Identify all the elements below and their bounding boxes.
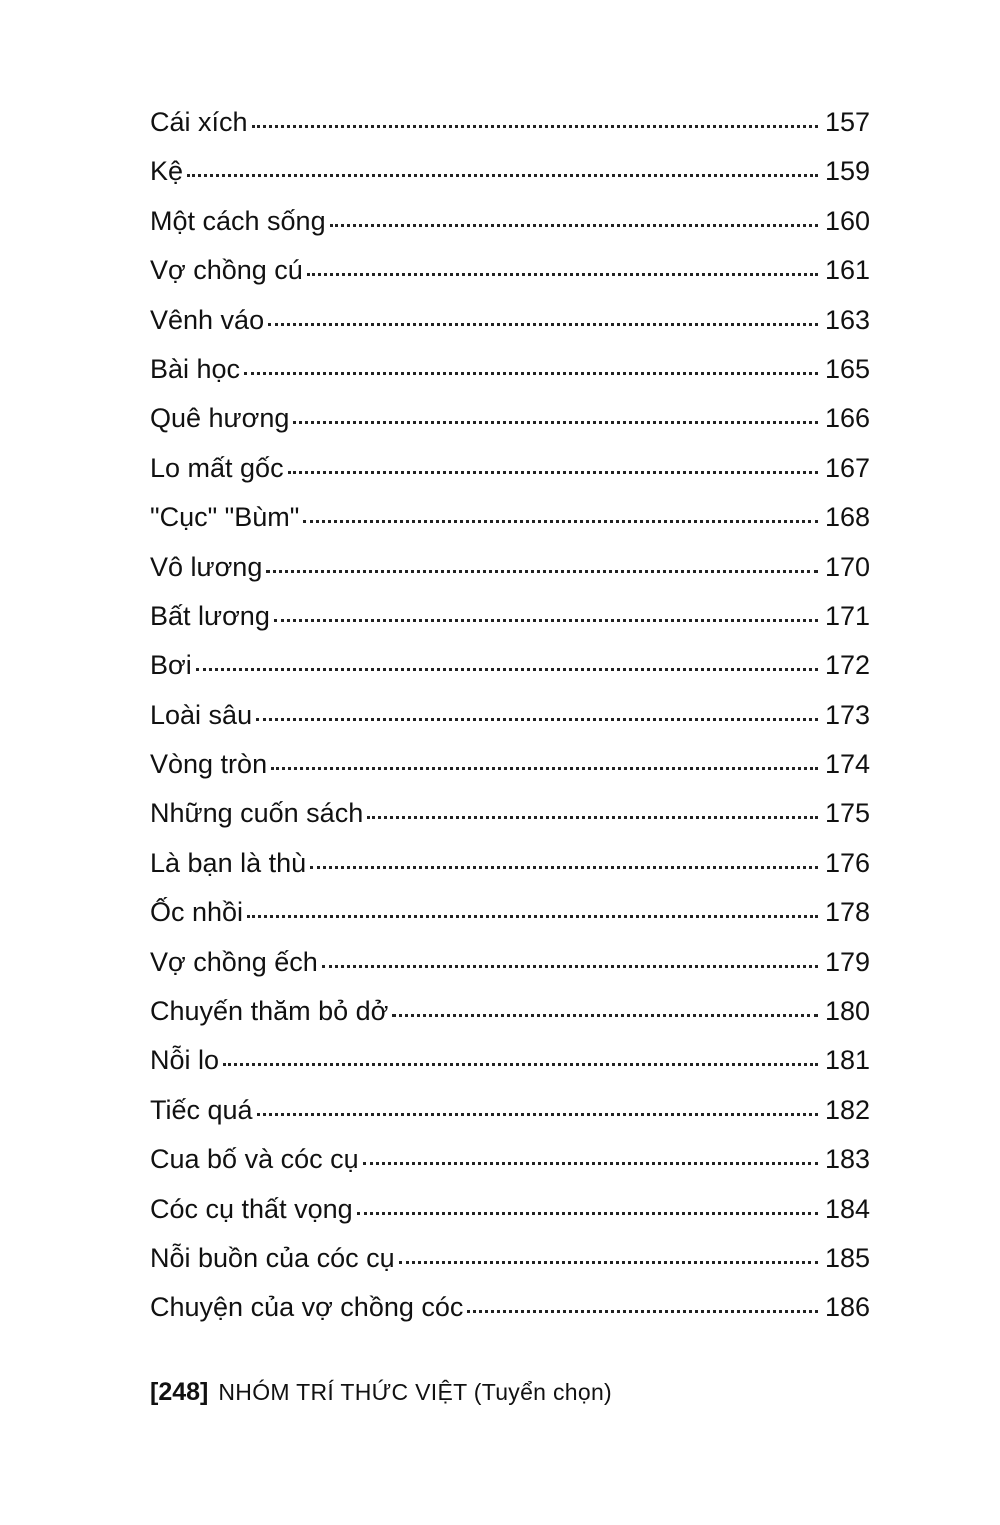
toc-dot-leader [256,718,818,721]
toc-entry-title: Ốc nhồi [150,897,244,928]
toc-dot-leader [467,1310,818,1313]
toc-entry [150,345,870,394]
toc-entry-title: Nỗi buồn của cóc cụ [150,1242,395,1273]
toc-entry [150,987,870,1036]
toc-entry-page: 167 [824,452,870,483]
toc-entry-page: 175 [824,798,870,829]
toc-entry-page: 182 [824,1094,870,1125]
toc-entry [150,888,870,937]
toc-entry-page: 161 [824,255,870,286]
toc-entry-page: 184 [824,1193,870,1224]
toc-dot-leader [187,174,818,177]
toc-entry-title: Là bạn là thù [150,847,307,878]
toc-dot-leader [196,668,818,671]
toc-entry [150,740,870,789]
toc-entry [150,444,870,493]
toc-dot-leader [363,1162,818,1165]
toc-entry-page: 166 [824,403,870,434]
toc-entry-title: Nỗi lo [150,1045,220,1076]
toc-dot-leader [367,816,818,819]
toc-entry-page: 180 [824,996,870,1027]
toc-entry-title: Cóc cụ thất vọng [150,1193,353,1224]
toc-dot-leader [244,372,818,375]
toc-dot-leader [307,273,818,276]
toc-entry [150,1086,870,1135]
toc-entry-page: 165 [824,353,870,384]
toc-entry-page: 157 [824,107,870,137]
toc-entry-page: 179 [824,946,870,977]
toc-entry-page: 172 [824,650,870,681]
toc-entry-page: 186 [824,1292,870,1323]
toc-entry-title: Kệ [150,156,184,187]
toc-entry-title: Quê hương [150,403,290,434]
toc-entry-page: 183 [824,1144,870,1175]
toc-entry-title: Bất lương [150,600,270,631]
toc-entry [150,789,870,838]
toc-dot-leader [392,1014,818,1017]
toc-entry-page: 171 [824,600,870,631]
toc-dot-leader [223,1063,818,1066]
toc-entry-page: 160 [824,205,870,236]
toc-entry-title: Chuyến thăm bỏ dở [150,996,389,1027]
toc-dot-leader [266,570,818,573]
toc-entry-title: Loài sâu [150,699,253,730]
toc-entry [150,839,870,888]
toc-entry-page: 170 [824,551,870,582]
toc-entry-title: Những cuốn sách [150,798,364,829]
toc-dot-leader [257,1113,818,1116]
toc-entry-title: Một cách sống [150,205,326,236]
table-of-contents [150,98,870,1333]
toc-entry [150,1234,870,1283]
toc-dot-leader [303,520,818,523]
toc-entry [150,493,870,542]
toc-entry [150,543,870,592]
toc-entry [150,691,870,740]
toc-entry-page: 173 [824,699,870,730]
toc-entry-title: Chuyện của vợ chồng cóc [150,1292,464,1323]
toc-entry-title: Bài học [150,353,241,384]
toc-entry [150,641,870,690]
toc-dot-leader [268,323,818,326]
page-footer [150,1372,612,1413]
toc-entry-title: "Cục" "Bùm" [150,502,300,533]
toc-dot-leader [252,125,818,128]
toc-entry [150,1283,870,1332]
toc-entry [150,296,870,345]
toc-entry-title: Cua bố và cóc cụ [150,1144,359,1175]
toc-entry-title: Vòng tròn [150,749,268,780]
toc-entry [150,394,870,443]
toc-entry [150,147,870,196]
toc-entry [150,938,870,987]
toc-entry-title: Bơi [150,650,192,681]
toc-entry-title: Lo mất gốc [150,452,284,483]
toc-entry [150,197,870,246]
toc-entry-page: 178 [824,897,870,928]
toc-entry-page: 185 [824,1242,870,1273]
toc-entry-page: 168 [824,502,870,533]
toc-dot-leader [357,1212,818,1215]
toc-entry-page: 159 [824,156,870,187]
toc-entry-title: Vợ chồng cú [150,255,303,286]
toc-entry-title: Cái xích [150,107,248,137]
toc-dot-leader [288,471,818,474]
toc-dot-leader [399,1261,818,1264]
toc-dot-leader [310,866,818,869]
toc-entry [150,1185,870,1234]
toc-entry-title: Tiếc quá [150,1094,253,1125]
toc-entry [150,98,870,147]
toc-entry [150,1135,870,1184]
toc-entry-title: Vợ chồng ếch [150,946,318,977]
toc-dot-leader [247,915,818,918]
footer-page-number: [248] [150,1378,209,1406]
footer-book-title: NHÓM TRÍ THỨC VIỆT (Tuyển chọn) [218,1379,612,1405]
toc-dot-leader [271,767,818,770]
toc-entry-page: 176 [824,847,870,878]
toc-entry-title: Vô lương [150,551,263,582]
toc-entry-page: 174 [824,749,870,780]
toc-entry-title: Vênh váo [150,304,265,335]
toc-dot-leader [330,224,818,227]
toc-entry [150,592,870,641]
toc-dot-leader [322,965,818,968]
toc-entry-page: 181 [824,1045,870,1076]
toc-entry-page: 163 [824,304,870,335]
toc-dot-leader [274,619,818,622]
toc-entry [150,1036,870,1085]
toc-entry [150,246,870,295]
toc-dot-leader [293,421,818,424]
